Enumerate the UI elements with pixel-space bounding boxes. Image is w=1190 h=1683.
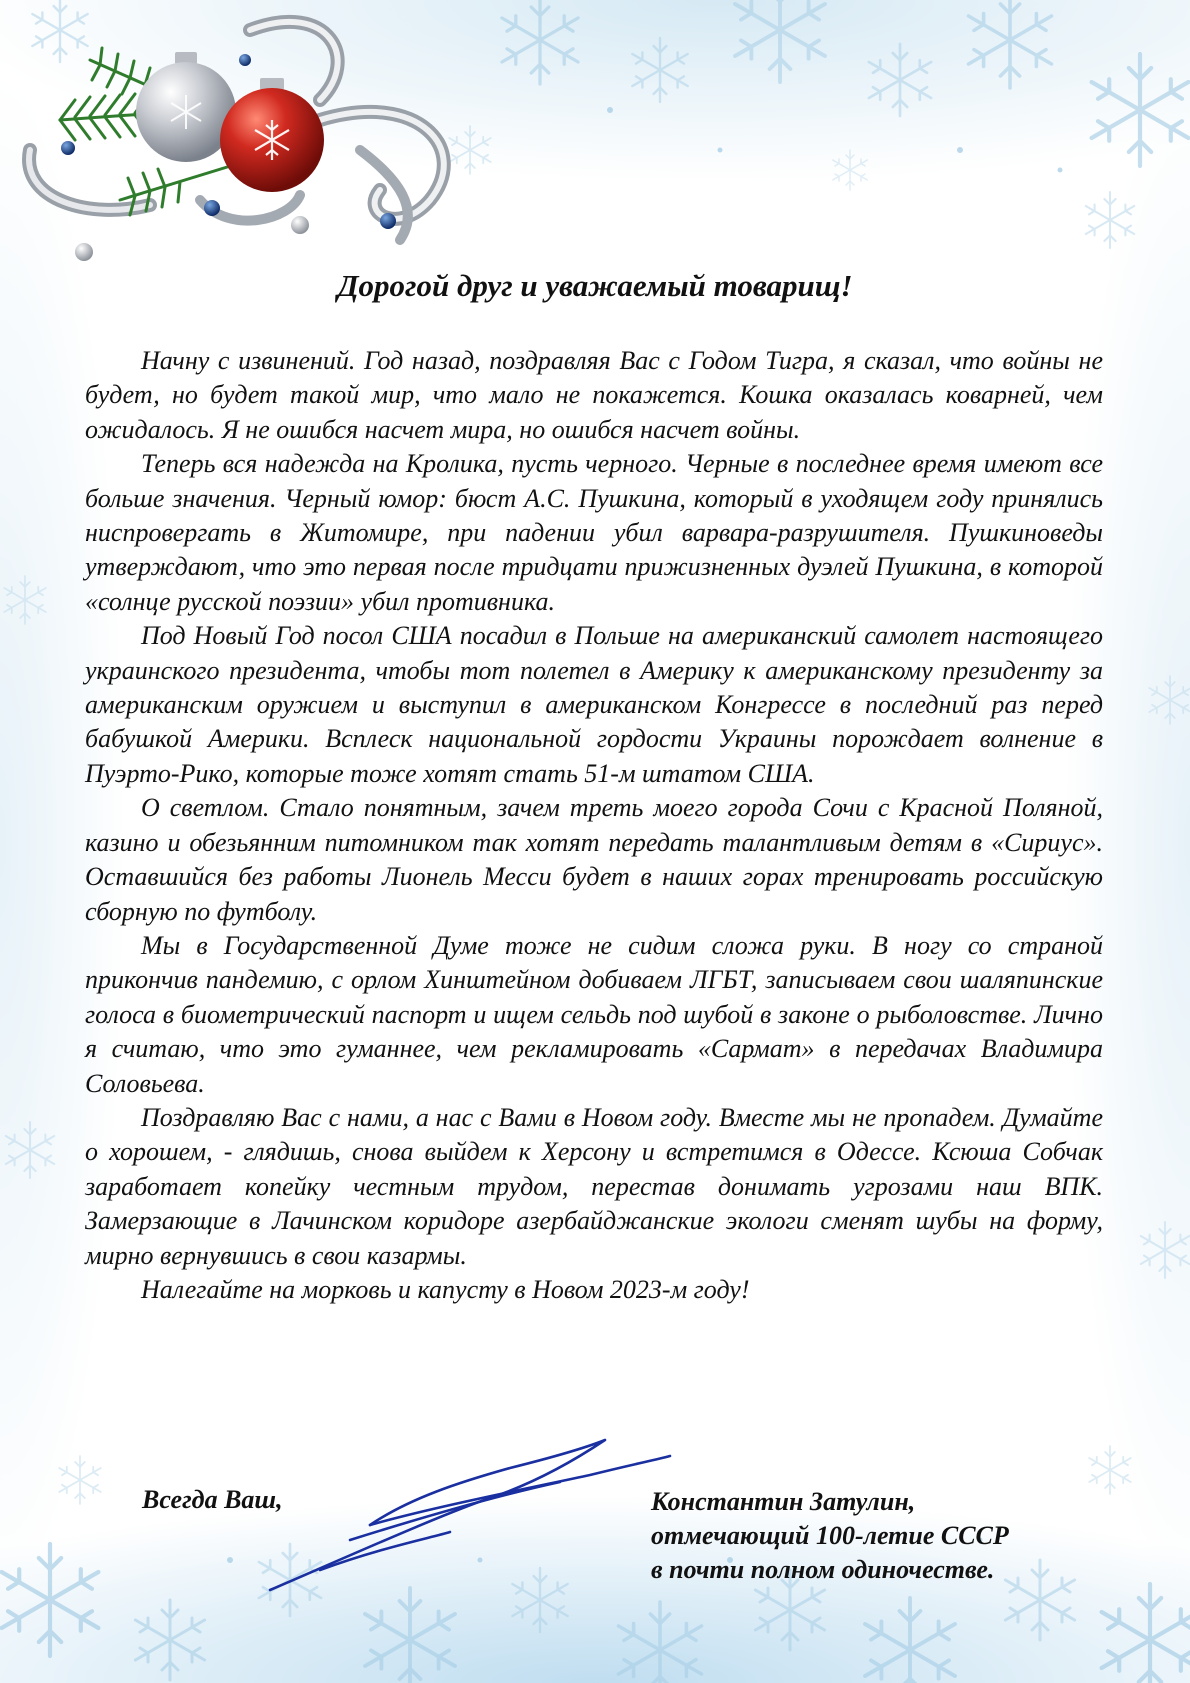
letter-closing: Всегда Ваш, <box>142 1485 283 1514</box>
christmas-ornaments-illustration <box>0 0 500 290</box>
paragraph: Мы в Государственной Думе тоже не сидим сложа руки. В ногу со страной прикончив пандемию, с орлом Хинштейном добиваем ЛГБТ, записываем свои шаляпинские голоса в биометрический паспорт и ищем сельдь под шубой в законе о рыболовстве. Лично я считаю, что это гуманнее, чем рекламировать «Сармат» в передачах Владимира Соловьева. <box>85 930 1103 1098</box>
signer-subtitle: отмечающий 100-летие СССР <box>651 1521 1009 1550</box>
letter-body <box>85 344 1103 1307</box>
letter-greeting: Дорогой друг и уважаемый товарищ! <box>337 268 853 303</box>
signature <box>260 1420 700 1610</box>
paragraph: Начну с извинений. Год назад, поздравляя Вас с Годом Тигра, я сказал, что войны не будет, но будет такой мир, что мало не покажется. Кошка оказалась коварней, чем ожидалось. Я не ошибся насчет мира, но ошибся насчет войны. <box>85 346 1103 444</box>
signer-subtitle: в почти полном одиночестве. <box>651 1555 995 1584</box>
signer-block <box>651 1485 1009 1587</box>
paragraph: О светлом. Стало понятным, зачем треть моего города Сочи с Красной Поляной, казино и обезьянним питомником так хотят передать талантливым детям в «Сириус». Оставшийся без работы Лионель Месси будет в наших горах тренировать российскую сборную по футболу. <box>85 793 1103 926</box>
paragraph: Под Новый Год посол США посадил в Польше на американский самолет настоящего украинского президента, чтобы тот полетел в Америку к американскому президенту за американским оружием и выступил в американском Конгрессе в последний раз перед бабушкой Америки. Всплеск национальной гордости Украины порождает волнение в Пуэрто-Рико, которые тоже хотят стать 51-м штатом США. <box>85 621 1103 788</box>
paragraph: Теперь вся надежда на Кролика, пусть черного. Черные в последнее время имеют все больше значения. Черный юмор: бюст А.С. Пушкина, который в уходящем году принялись ниспровергать в Житомире, при падении убил варвара-разрушителя. Пушкиноведы утверждают, что это первая после тридцати прижизненных дуэлей Пушкина, в которой «солнце русской поэзии» убил противника. <box>85 449 1103 616</box>
signer-name: Константин Затулин, <box>651 1487 916 1516</box>
paragraph: Поздравляю Вас с нами, а нас с Вами в Новом году. Вместе мы не пропадем. Думайте о хорошем, - глядишь, снова выйдем к Херсону и встретимся в Одессе. Ксюша Собчак заработает копейку честным трудом, перестав донимать угрозами наш ВПК. Замерзающие в Лачинском коридоре азербайджанские экологи сменят шубы на форму, мирно вернувшись в свои казармы. <box>85 1102 1103 1270</box>
paragraph: Налегайте на морковь и капусту в Новом 2023-м году! <box>141 1274 750 1304</box>
